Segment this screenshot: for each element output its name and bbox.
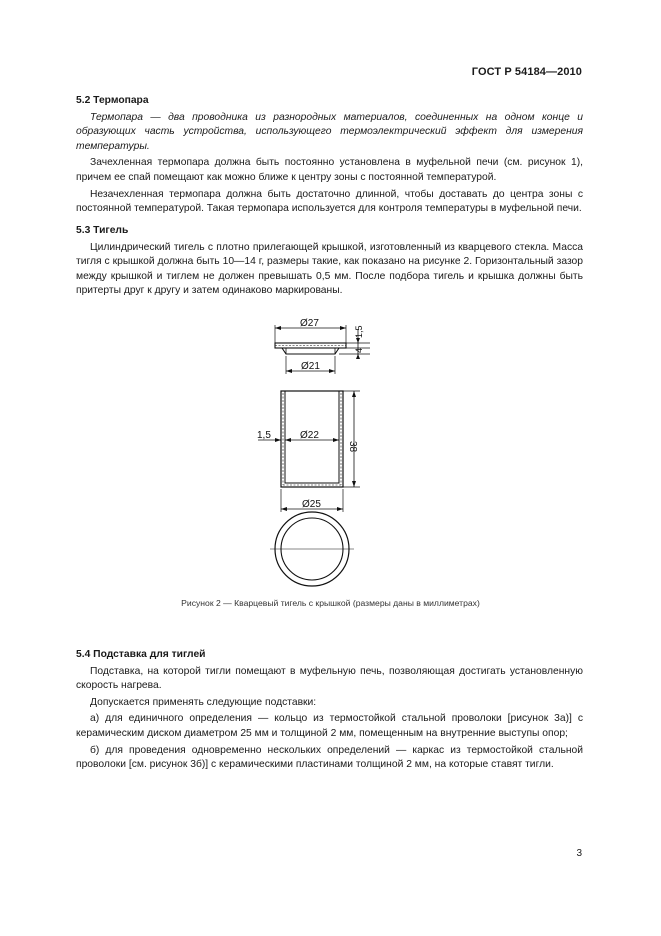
dim-inner: Ø22 [300,430,319,441]
paragraph: Зачехленная термопара должна быть постоянно установлена в муфельной печи (см. рисунок 1), причем ее спай помещают как можно ближе к центру зоны с постоянной температурой. [76,157,583,183]
section-heading: 5.4 Подставка для тиглей [76,649,206,660]
section-5-4 [76,648,583,775]
dim-lid-height: 4 [354,347,364,353]
dim-height: 38 [347,441,358,453]
section-5-3 [76,224,583,301]
page-number: 3 [576,848,582,859]
section-5-2 [76,94,583,219]
dim-lid-outer: Ø27 [300,318,319,329]
dim-lid-inner: Ø21 [301,361,320,372]
dim-lid-top: 1,5 [354,325,364,338]
paragraph: Подставка, на которой тигли помещают в муфельную печь, позволяющая достигать установленную скорость нагрева. [76,665,583,692]
paragraph-definition: Термопара — два проводника из разнородных материалов, соединенных на одном конце и образующих часть устройства, использующего термоэлектрический эффект для измерения температуры. [76,111,583,152]
paragraph: Цилиндрический тигель с плотно прилегающей крышкой, изготовленный из кварцевого стекла. Масса тигля с крышкой должна быть 10—14 г, размеры такие, как показано на рисунке 2. Горизонтальный зазор между крышкой и тиглем не должен превышать 0,5 мм. После подбора тигель и крышка должны быть притерты друг к другу и затем одинаково маркированы. [76,241,583,297]
dim-outer: Ø25 [302,499,321,510]
paragraph: а) для единичного определения — кольцо из термостойкой стальной проволоки [рисунок 3а)] с керамическим диском диаметром 25 мм и толщиной 2 мм, помещенным на внутренние выступы опор; [76,713,583,739]
document-id: ГОСТ Р 54184—2010 [471,66,582,78]
paragraph: Допускается применять следующие подставки: [90,696,317,708]
crucible-body [258,391,360,512]
section-heading: 5.2 Термопара [76,95,149,106]
figure-caption: Рисунок 2 — Кварцевый тигель с крышкой (размеры даны в миллиметрах) [181,598,480,608]
section-heading: 5.3 Тигель [76,225,129,236]
dim-wall: 1,5 [257,430,271,441]
paragraph: Незачехленная термопара должна быть достаточно длинной, чтобы доставать до центра зоны с постоянной температурой. Такая термопара используется для контроля температуры в муфельной печи. [76,188,583,215]
crucible-drawing [250,316,380,594]
crucible-top-view [270,512,354,586]
paragraph: б) для проведения одновременно нескольких определений — каркас из термостойкой стальной проволоки [см. рисунок 3б)] с керамическими пластинами толщиной 2 мм, на которые ставят тигли. [76,744,583,771]
